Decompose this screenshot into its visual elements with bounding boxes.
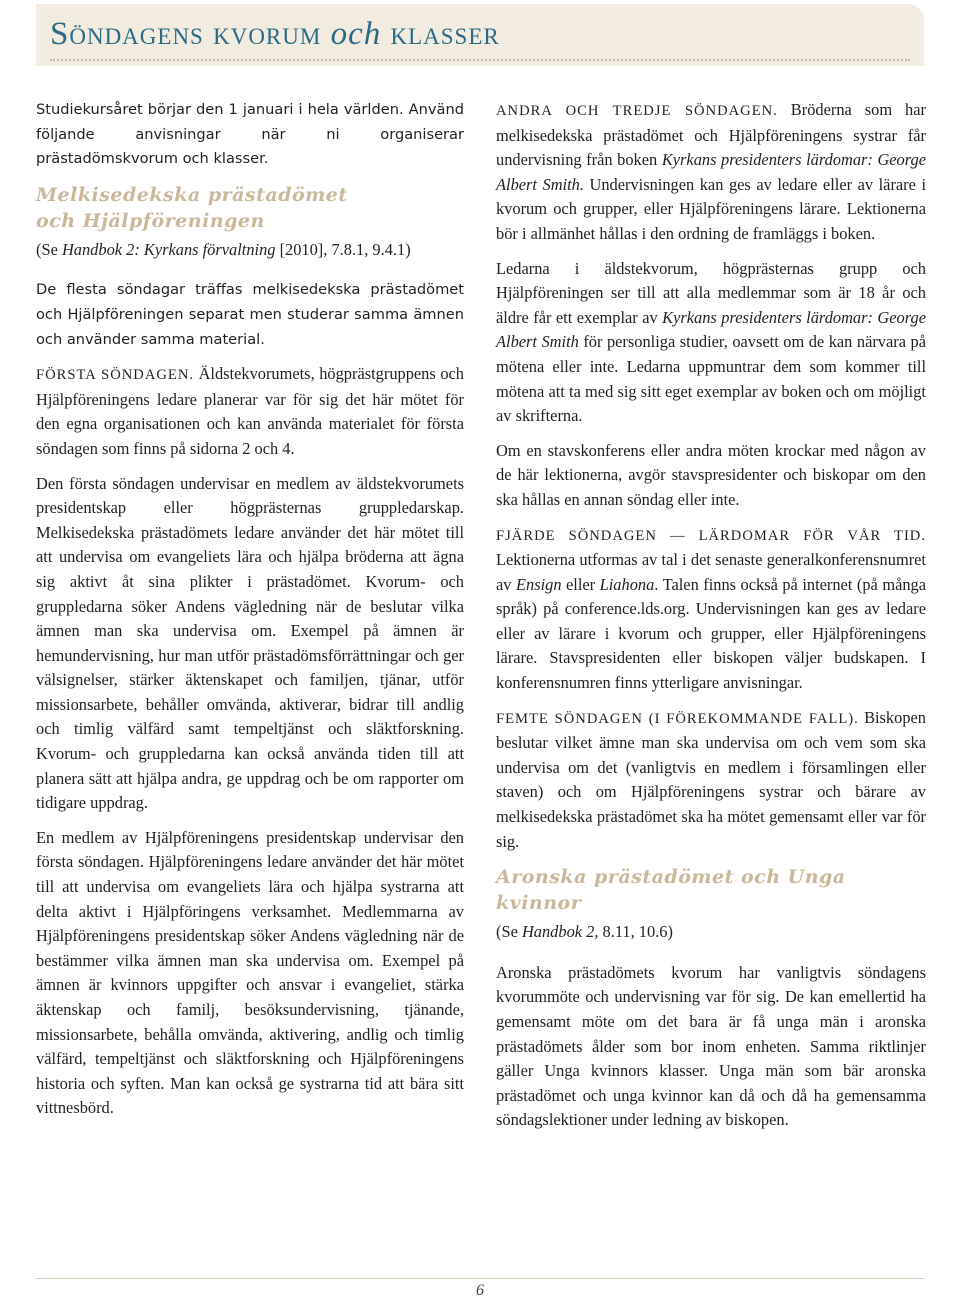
ref2-title: Handbok 2, <box>521 922 599 942</box>
fourth-sunday-lead: FJÄRDE SÖNDAGEN — LÄRDOMAR FÖR VÅR TID. <box>496 527 926 544</box>
handbook-reference-2 <box>496 920 926 945</box>
fourth-sunday-text-b: . Talen finns också på internet (på många språk) på conference.lds.org. Undervisningen kan ges av ledare eller av lärare i kvorum och grupper, eller Hjälpföreningens lärare. Stavspresidenten eller biskopen väljer budskapen. I konferensnumren finns ytterligare anvisningar. <box>496 574 927 693</box>
footer-rule <box>36 1278 924 1279</box>
paragraph-relief-society-first-sunday: En medlem av Hjälpföreningens presidentskap undervisar den första söndagen. Hjälpföreningens ledare använder det här mötet till att undervisa om evangeliets lära och hjälpa systrarna att delta aktivt i Hjälpföringens verksamhet. Medlemmarna av Hjälpföreningens presidentskap söker Andens vägledning när de bestämmer vilka ämnen man ska undervisa om. Exempel på ämnen är kvinnors uppgifter och ansvar i evangeliet, stärka äktenskap och familj, besöksundervisning, tjänande, missionsarbete, behålla omvända, aktivering, andlig och timlig välfärd, tempeltjänst och släktforskning och Hjälpföreningens historia och syften. Man kan också ge systrarna tid att bära sitt vittnesbörd. <box>36 827 464 1118</box>
fifth-sunday-text: Biskopen beslutar vilket ämne man ska undervisa om och vem som ska undervisa om det (vanligtvis en medlem i församlingen eller staven) och om Hjälpföreningens systrar och bärare av melkisedekska prästadömet ska ha mötet gemensamt eller var för sig. <box>496 707 926 851</box>
second-third-text-b: Undervisningen kan ges av ledare eller av lärare i kvorum och grupper, eller Hjälpföreningens lärare. Lektionerna bör i allmänhet hållas i den ordning de framläggs i boken. <box>496 174 927 243</box>
title-text-end: klasser <box>381 16 500 52</box>
ref-open: (Se <box>36 239 62 259</box>
intro-paragraph: Studiekursåret börjar den 1 januari i hela världen. Använd följande anvisningar när ni organiserar prästadömskvorum och klasser. <box>36 101 464 168</box>
book-title: Kyrkans presidenters lärdomar: George Albert Smith. <box>496 150 926 194</box>
first-sunday-lead: FÖRSTA SÖNDAGEN. <box>36 367 195 384</box>
paragraph-second-third-sunday <box>496 98 926 247</box>
second-third-lead: ANDRA OCH TREDJE SÖNDAGEN. <box>496 103 778 119</box>
section-heading-melchizedek <box>36 182 464 234</box>
paragraph-fifth-sunday <box>496 706 926 855</box>
paragraph-first-sunday <box>36 362 464 461</box>
book-copies-text-a: Ledarna i äldstekvorum, högprästernas grupp och Hjälpföreningen ser till att alla medlemmar som är 18 år och äldre får ett exemplar av <box>496 258 926 327</box>
page-header <box>36 4 924 66</box>
right-column <box>496 98 926 1143</box>
fifth-sunday-lead: FEMTE SÖNDAGEN (I FÖREKOMMANDE FALL). <box>496 710 859 727</box>
page-number: 6 <box>476 1282 484 1299</box>
section-heading-aaronic: Aronska prästadömet och Unga kvinnor <box>496 866 846 915</box>
paragraph-book-copies <box>496 257 926 429</box>
handbook-reference <box>36 238 464 263</box>
book-title-2: Kyrkans presidenters lärdomar: George Albert Smith <box>496 307 926 352</box>
fourth-sunday-or: eller <box>561 574 600 594</box>
ref-title: Handbok 2: Kyrkans förvaltning <box>61 239 276 259</box>
page-title <box>50 16 500 53</box>
heading-line-1: Melkisedekska prästadömet <box>36 183 348 206</box>
paragraph-priesthood-first-sunday: Den första söndagen undervisar en medlem av äldstekvorumets presidentskap eller högprästernas gruppledarskap. Melkisedekska prästadömets ledare använder det här mötet till att undervisa om evangeliets lära och hjälpa bröderna att ägna sig aktivt åt sina plikter i prästadömet. Kvorum- och gruppledarna söker Andens vägledning när de beslutar vilka ämnen man ska undervisa om. Exempel på ämnen är hemundervisning, hur man utför prästadömsförrättningar och ger välsignelser, stärker äktenskapet och familjen, tjänar, utför missionsarbete, behåller omvända, aktiverar, bidrar till andlig och timlig välfärd samt tempeltjänst och släktforskning. Kvorum- och gruppledarna kan också använda tiden till att planera sätt att hjälpa andra, ge uppdrag och be om rapporter om tidigare uppdrag. <box>36 473 464 813</box>
ref2-open: (Se <box>496 922 522 942</box>
paragraph-aaronic-quorums: Aronska prästadömets kvorum har vanligtvis söndagens kvorummöte och undervisning var för sig. De kan emellertid ha gemensamt möte om det bara är få unga män i aronska prästadömets ålder som bor inom enheten. Samma riktlinjer gäller Unga kvinnors klasser. Unga män som bär aronska prästadömet och unga kvinnor kan då och då ha gemensamma söndagslektioner under ledning av biskopen. <box>496 962 926 1130</box>
book-copies-text-b: för personliga studier, oavsett om de kan närvara på mötena eller inte. Ledarna uppmuntrar dem som kommer till mötena att ta med sig sitt eget exemplar av boken och om möjligt av skrifterna. <box>496 332 926 426</box>
title-dotted-rule <box>50 59 910 61</box>
title-text: Söndagens kvorum <box>50 16 331 52</box>
heading-line-2: och Hjälpföreningen <box>36 209 265 232</box>
second-third-text-a: Bröderna som har melkisedekska prästadömet och Hjälpföreningens systrar får undervisning från boken <box>496 100 926 170</box>
ref-close: [2010], 7.8.1, 9.4.1) <box>275 239 411 259</box>
ref2-close: 8.11, 10.6) <box>598 922 673 942</box>
ensign-title: Ensign <box>515 574 562 594</box>
paragraph-separate-meetings: De flesta söndagar träffas melkisedekska prästadömet och Hjälpföreningen separat men studerar samma ämnen och använder samma material. <box>36 281 464 348</box>
title-italic-word: och <box>330 16 382 52</box>
left-column <box>36 98 464 1131</box>
liahona-title: Liahona <box>599 574 655 594</box>
paragraph-stake-conference: Om en stavskonferens eller andra möten krockar med någon av de här lektionerna, avgör stavspresidenter och biskopar om den ska hållas en annan söndag eller inte. <box>496 440 926 509</box>
first-sunday-text: Äldstekvorumets, högprästgruppens och Hjälpföreningens ledare planerar var för sig det här mötet för den egna organisationen och kan använda materialet för första söndagen som finns på sidorna 2 och 4. <box>36 364 464 458</box>
fourth-sunday-text-a: Lektionerna utformas av tal i det senaste generalkonferensnumret av <box>496 550 926 594</box>
paragraph-fourth-sunday <box>496 523 926 696</box>
